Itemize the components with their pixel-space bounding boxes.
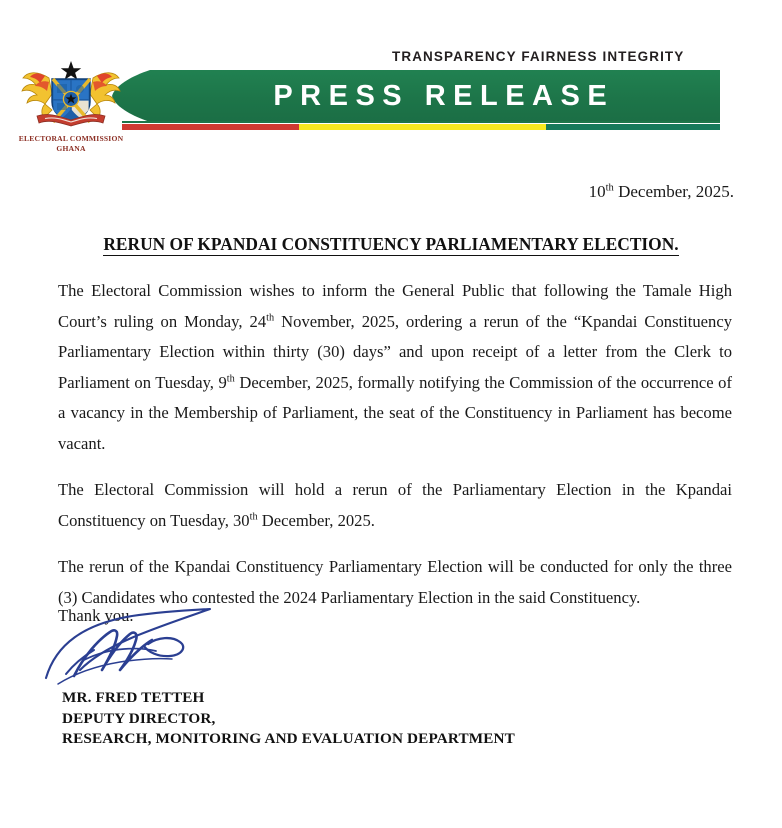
paragraph-2-part-a: The Electoral Commission will hold a rerun of the Parliamentary Election in the Kpandai Constituency on Tuesday, 30 xyxy=(58,480,732,530)
release-date-day: 10 xyxy=(588,182,606,201)
stripe-red-segment xyxy=(122,124,299,130)
document-header xyxy=(0,0,782,153)
logo-caption-line1: ELECTORAL COMMISSION xyxy=(18,134,124,143)
paragraph-1-ordinal-2: th xyxy=(226,372,235,384)
signatory-name: MR. FRED TETTEH xyxy=(62,689,205,706)
release-date xyxy=(589,182,734,202)
logo-caption xyxy=(16,134,126,153)
paragraph-1-part-b: November, 2025, ordering a rerun of the “Kpandai Constituency Parliamentary Election within thirty (30) days” and upon receipt of a letter from the Clerk to Parliament on Tuesday, 9 xyxy=(58,311,732,392)
press-release-content xyxy=(58,276,732,613)
stripe-yellow-segment xyxy=(299,124,546,130)
paragraph-2 xyxy=(58,475,732,536)
page-title-text: RERUN OF KPANDAI CONSTITUENCY PARLIAMENTARY ELECTION. xyxy=(103,234,679,254)
paragraph-1-ordinal-1: th xyxy=(266,311,275,323)
logo-caption-line2: GHANA xyxy=(56,143,86,153)
banner-title: PRESS RELEASE xyxy=(273,80,615,112)
stripe-green-segment xyxy=(546,124,720,130)
paragraph-3: The rerun of the Kpandai Constituency Parliamentary Election will be conducted for only the three (3) Candidates who contested the 2024 Parliamentary Election in the said Constituency. xyxy=(58,557,732,607)
paragraph-1-part-a: The Electoral Commission wishes to inform the General Public that following the Tamale High Court’s ruling on Monday, 24 xyxy=(58,281,732,331)
release-date-ordinal: th xyxy=(605,182,614,194)
paragraph-1-part-c: December, 2025, formally notifying the Commission of the occurrence of a vacancy in the Membership of Parliament, the seat of the Constituency in Parliament has become vacant. xyxy=(58,372,733,453)
page-title xyxy=(0,234,782,255)
signatory-department: RESEARCH, MONITORING AND EVALUATION DEPARTMENT xyxy=(62,730,515,747)
ghana-coat-of-arms-icon xyxy=(19,58,123,132)
paragraph-1 xyxy=(58,276,732,459)
electoral-commission-logo xyxy=(16,58,126,153)
ghana-flag-stripe xyxy=(122,124,720,130)
closing-salutation: Thank you. xyxy=(58,606,134,625)
signatory-title: DEPUTY DIRECTOR, xyxy=(62,709,216,727)
release-date-rest: December, 2025. xyxy=(613,182,734,201)
banner-underline xyxy=(122,121,720,123)
header-tagline: TRANSPARENCY FAIRNESS INTEGRITY xyxy=(392,49,685,64)
paragraph-2-ordinal: th xyxy=(249,510,258,522)
paragraph-2-part-b: December, 2025. xyxy=(257,510,375,530)
signatory-block xyxy=(62,688,515,750)
